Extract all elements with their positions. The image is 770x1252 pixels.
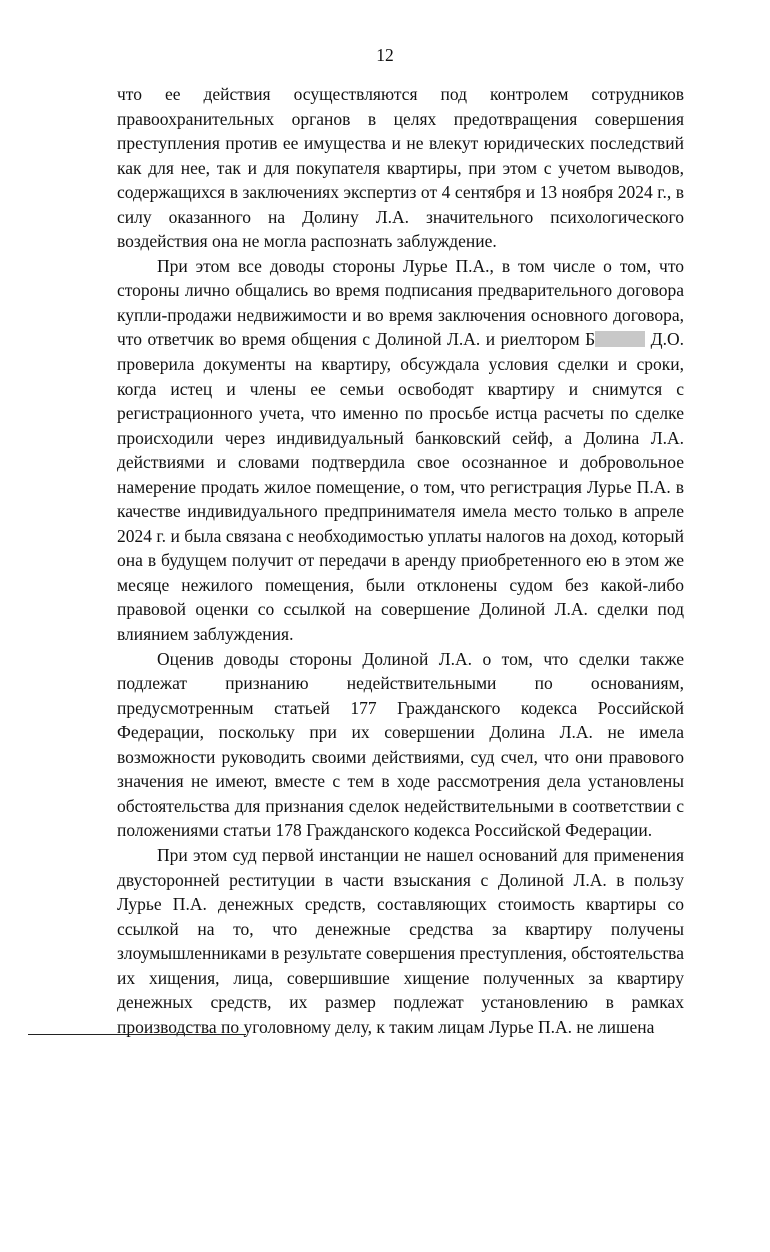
redacted-name-block — [595, 331, 645, 347]
footnote-separator-line — [28, 1034, 246, 1035]
paragraph-continued: что ее действия осуществляются под контролем сотрудников правоохранительных органов в целях предотвращения совершения преступления против ее имущества и не влекут юридических последствий как для нее, так и для покупателя квартиры, при этом с учетом выводов, содержащихся в заключениях экспертиз от 4 сентября и 13 ноября 2024 г., в силу оказанного на Долину Л.А. значительного психологического воздействия она не могла распознать заблуждение. — [117, 84, 684, 252]
paragraph-arguments-rejected — [117, 254, 684, 647]
document-body — [117, 82, 684, 1039]
paragraph-text-before-redaction: При этом все доводы стороны Лурье П.А., в том числе о том, что стороны лично общались во время подписания предварительного договора купли-продажи недвижимости и во время заключения основного договора, что ответчик во время общения с Долиной Л.А. и риелтором Б — [117, 255, 684, 350]
paragraph-text-after-redaction: Д.О. проверила документы на квартиру, обсуждала условия сделки и сроки, когда истец и члены ее семьи освободят квартиру и снимутся с регистрационного учета, что именно по просьбе истца расчеты по сделке происходили через индивидуальный банковский сейф, а Долина Л.А. действиями и словами подтвердила свое осознанное и добровольное намерение продать жилое помещение, о том, что регистрация Лурье П.А. в качестве индивидуального предпринимателя имела место только в апреле 2024 г. и была связана с необходимостью уплаты налогов на доход, который она в будущем получит от передачи в аренду приобретенного ею в этом же месяце нежилого помещения, были отклонены судом без какой-либо правовой оценки со ссылкой на совершение Долиной Л.А. сделки под влиянием заблуждения. — [117, 329, 684, 645]
paragraph-restitution: При этом суд первой инстанции не нашел оснований для применения двусторонней реституции в части взыскания с Долиной Л.А. в пользу Лурье П.А. денежных средств, составляющих стоимость квартиры со ссылкой на то, что денежные средства за квартиру получены злоумышленниками в результате совершения преступления, обстоятельства их хищения, лица, совершившие хищение полученных за квартиру денежных средств, их размер подлежат установлению в рамках производства по уголовному делу, к таким лицам Лурье П.А. не лишена — [117, 844, 684, 1037]
page-number: 12 — [376, 45, 394, 65]
paragraph-article-177: Оценив доводы стороны Долиной Л.А. о том, что сделки также подлежат признанию недействительными по основаниям, предусмотренным статьей 177 Гражданского кодекса Российской Федерации, поскольку при их совершении Долина Л.А. не имела возможности руководить своими действиями, суд счел, что они правового значения не имеют, вместе с тем в ходе рассмотрения дела установлены обстоятельства для признания сделок недействительными в соответствии с положениями статьи 178 Гражданского кодекса Российской Федерации. — [117, 648, 684, 841]
